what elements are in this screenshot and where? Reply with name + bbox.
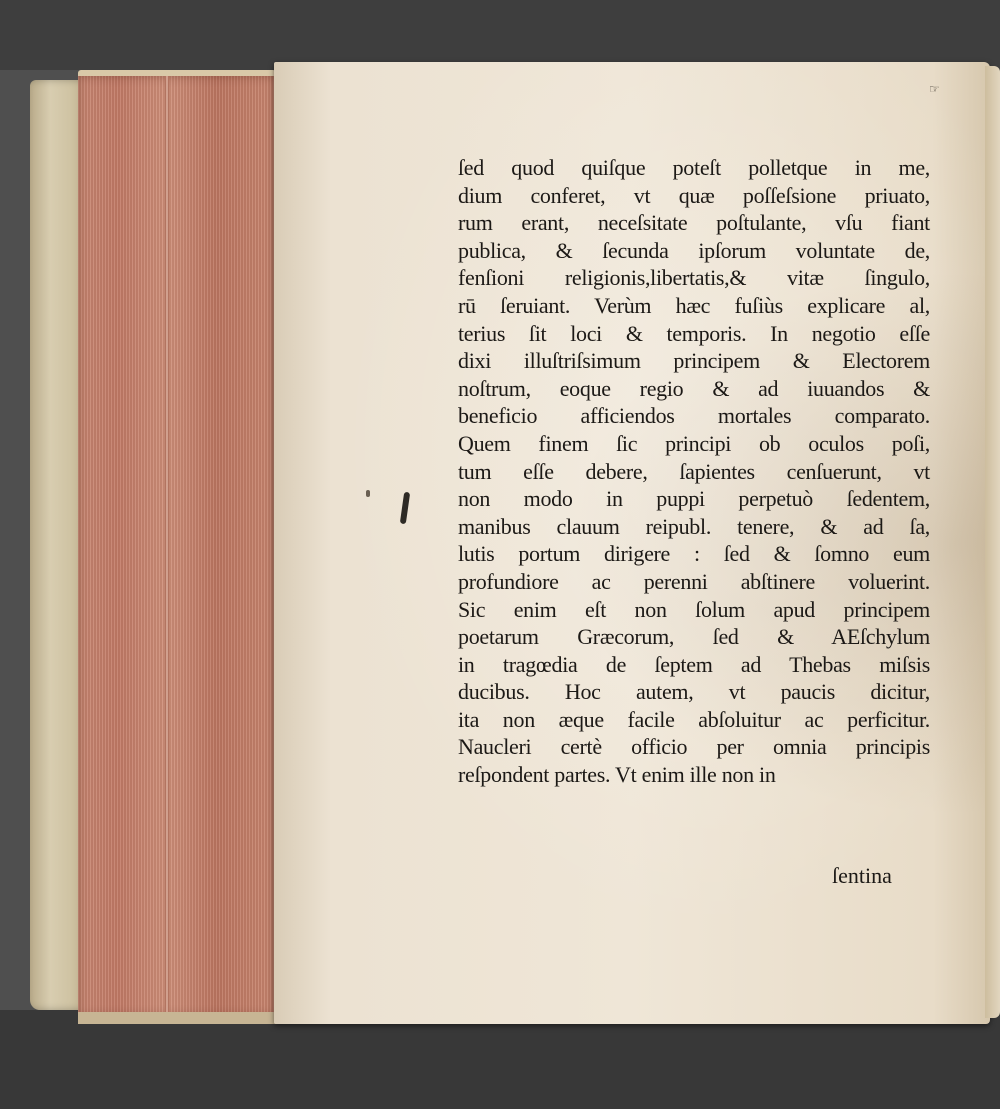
- text-line: rū ſeruiant. Verùm hæc fuſiùs explicare al,: [458, 292, 930, 318]
- corner-mark: ☞: [929, 82, 940, 96]
- catchword: ſentina: [832, 863, 892, 888]
- text-line: lutis portum dirigere : ſed & ſomno eum: [458, 541, 930, 567]
- margin-mark: [400, 492, 410, 525]
- text-line: non modo in puppi perpetuò ſedentem,: [458, 486, 930, 512]
- text-line: ſed quod quiſque poteſt polletque in me,: [458, 155, 930, 180]
- text-line: profundiore ac perenni abſtinere voluerint.: [458, 568, 930, 594]
- book-page: [274, 62, 990, 1024]
- text-line: tum eſſe debere, ſapientes cenſuerunt, vt: [458, 458, 930, 484]
- text-line: dium conferet, vt quæ poſſeſsione priuato,: [458, 182, 930, 208]
- next-page-edge: [985, 66, 1000, 1018]
- text-line: ducibus. Hoc autem, vt paucis dicitur,: [458, 679, 930, 705]
- text-line: poetarum Græcorum, ſed & AEſchylum: [458, 624, 930, 650]
- margin-dot: [366, 490, 370, 497]
- text-line: beneficio afficiendos mortales comparato.: [458, 403, 930, 429]
- page-block-bottom: [78, 1012, 276, 1024]
- book: [30, 62, 1000, 1032]
- text-line: publica, & ſecunda ipſorum voluntate de,: [458, 237, 930, 263]
- page-text: [458, 154, 930, 789]
- page-stack-split: [165, 76, 169, 1016]
- text-line: manibus clauum reipubl. tenere, & ad ſa,: [458, 513, 930, 539]
- text-line: Quem finem ſic principi ob oculos poſi,: [458, 430, 930, 456]
- text-line: noſtrum, eoque regio & ad iuuandos &: [458, 375, 930, 401]
- text-line: terius ſit loci & temporis. In negotio eſſe: [458, 320, 930, 346]
- text-line: rum erant, neceſsitate poſtulante, vſu fiant: [458, 210, 930, 236]
- backdrop-top: [0, 0, 1000, 70]
- text-line: Sic enim eſt non ſolum apud principem: [458, 596, 930, 622]
- text-line: reſpondent partes. Vt enim ille non in: [458, 762, 776, 788]
- text-line: in tragœdia de ſeptem ad Thebas miſsis: [458, 651, 930, 677]
- page-stack-edge: [78, 76, 276, 1016]
- text-line: fenſioni religionis,libertatis,& vitæ ſingulo,: [458, 265, 930, 291]
- text-line: ita non æque facile abſoluitur ac perficitur.: [458, 706, 930, 732]
- text-line: Naucleri certè officio per omnia principis: [458, 734, 930, 760]
- text-line: dixi illuſtriſsimum principem & Electorem: [458, 348, 930, 374]
